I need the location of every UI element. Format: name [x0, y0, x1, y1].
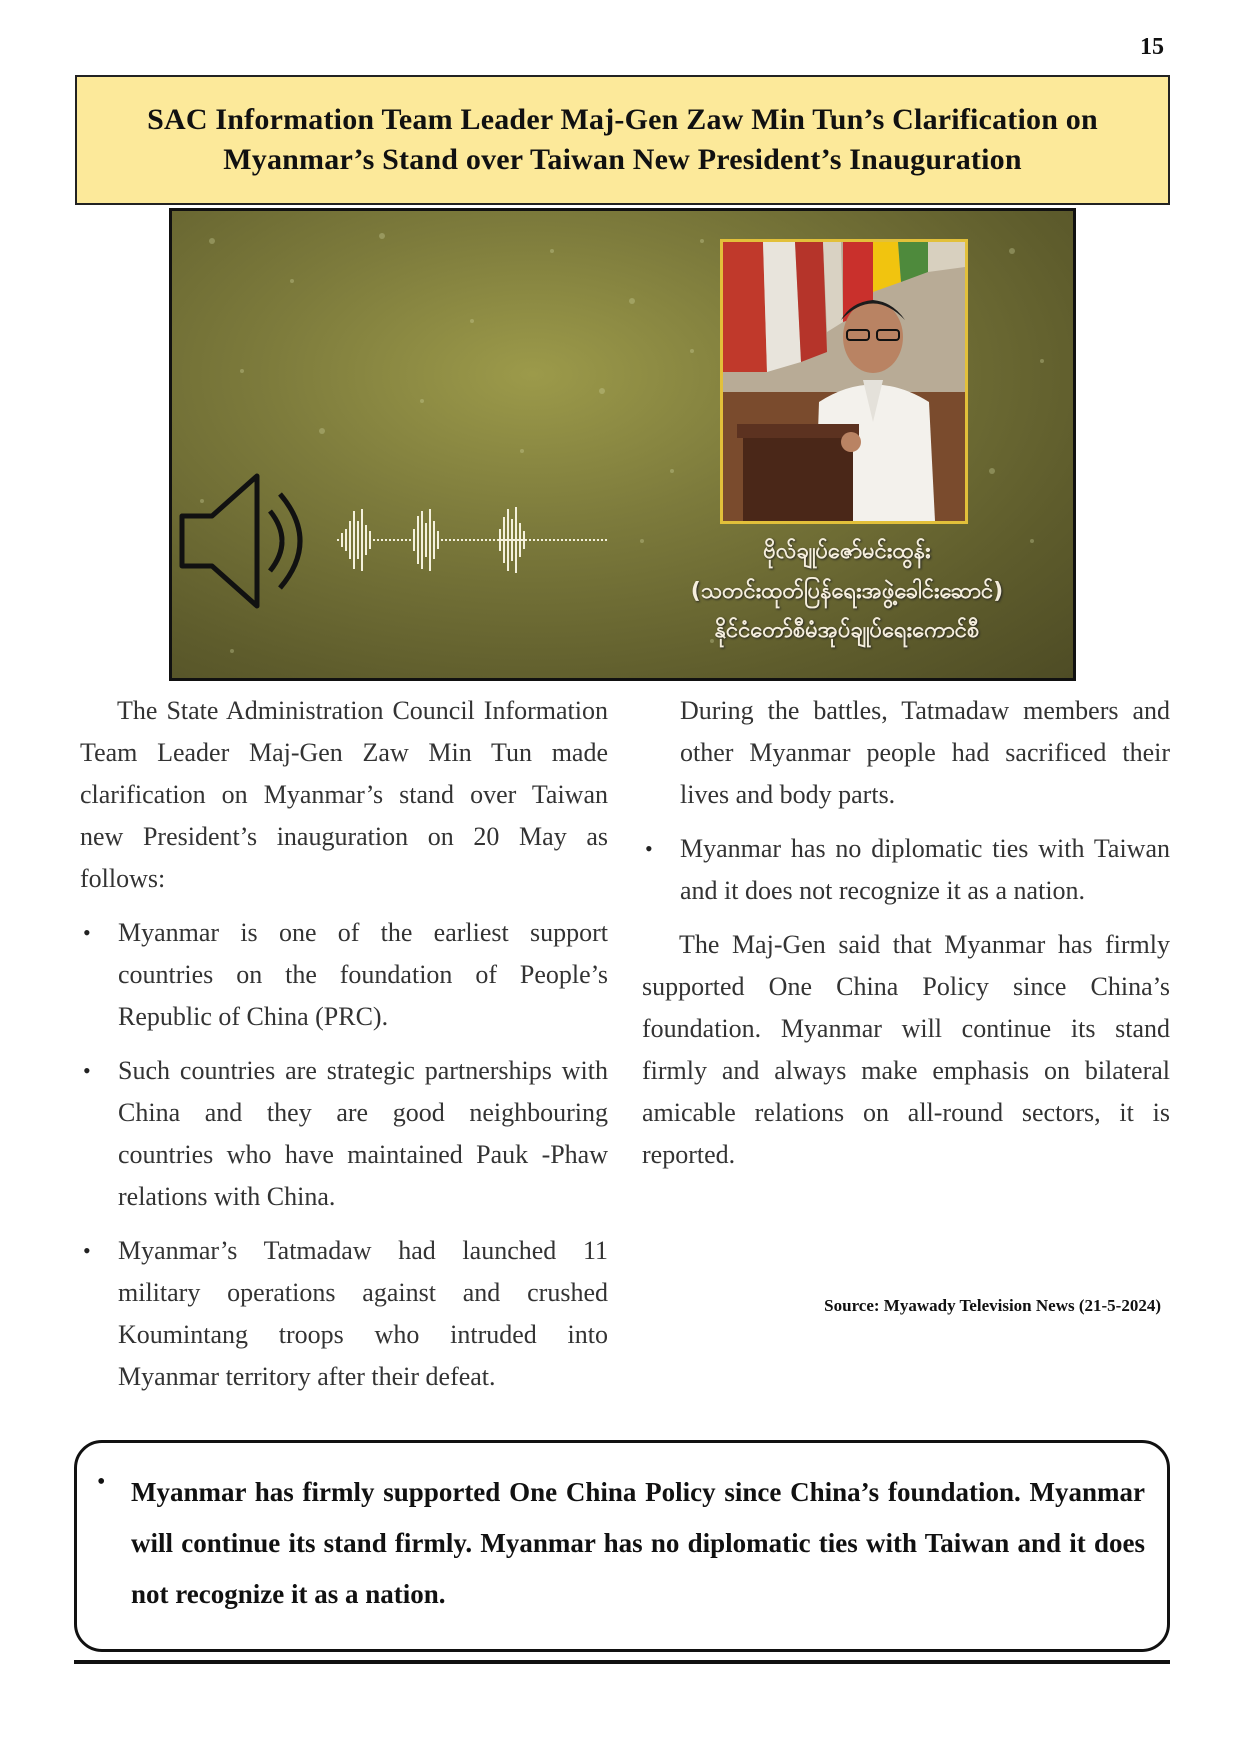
bullet-text-2: Such countries are strategic partnerships with China and they are good neighbouring countries who have maintained Pauk -Phaw relations with China.	[118, 1056, 608, 1211]
caption-line-1: ဗိုလ်ချုပ်ဇော်မင်းထွန်း	[763, 539, 931, 564]
bullet-item-4	[642, 828, 1170, 912]
article-column-left	[80, 690, 608, 1410]
bullet-symbol: •	[83, 1058, 91, 1083]
bullet-symbol: •	[83, 1238, 91, 1263]
audio-waveform-icon	[337, 507, 607, 573]
caption-line-3: နိုင်ငံတော်စီမံအုပ်ချုပ်ရေးကောင်စီ	[714, 618, 980, 643]
article-intro: The State Administration Council Information Team Leader Maj-Gen Zaw Min Tun made clarification on Myanmar’s stand over Taiwan new President’s inauguration on 20 May as follows:	[80, 696, 608, 893]
bullet-symbol: •	[645, 836, 653, 861]
title-line-1: SAC Information Team Leader Maj-Gen Zaw Min Tun’s Clarification on	[147, 103, 1098, 136]
speaker-portrait	[720, 239, 968, 524]
summary-bullet-symbol: •	[97, 1469, 106, 1495]
article-closing: The Maj-Gen said that Myanmar has firmly supported One China Policy since China’s foundation. Myanmar will continue its stand firmly and always make emphasis on bilateral amicable relations on all-round sectors, it is reported.	[642, 930, 1170, 1169]
speaker-icon	[182, 476, 300, 606]
bullet-text-4: Myanmar has no diplomatic ties with Taiwan and it does not recognize it as a nation.	[680, 834, 1170, 905]
audio-photo-graphic	[169, 208, 1076, 681]
bullet-text-3: Myanmar’s Tatmadaw had launched 11 military operations against and crushed Koumintang troops who intruded into Myanmar territory after their defeat.	[118, 1236, 608, 1391]
bullet-text-1: Myanmar is one of the earliest support countries on the foundation of People’s Republic of China (PRC).	[118, 918, 608, 1031]
caption-line-2: (သတင်းထုတ်ပြန်ရေးအဖွဲ့ခေါင်းဆောင်)	[690, 579, 1004, 604]
portrait-image	[723, 242, 965, 521]
bullet-symbol: •	[83, 920, 91, 945]
summary-box	[74, 1440, 1170, 1652]
summary-text: Myanmar has firmly supported One China Policy since China’s foundation. Myanmar will continue its stand firmly. Myanmar has no diplomatic ties with Taiwan and it does not recognize it as a nation.	[131, 1477, 1145, 1609]
title-line-2: Myanmar’s Stand over Taiwan New President’s Inauguration	[223, 143, 1022, 176]
source-credit: Source: Myawady Television News (21-5-2024)	[824, 1296, 1161, 1315]
bullet-item-2	[80, 1050, 608, 1218]
bullet-text-3-continued: During the battles, Tatmadaw members and other Myanmar people had sacrificed their lives and body parts.	[680, 696, 1170, 809]
bullet-item-3	[80, 1230, 608, 1398]
article-column-right	[642, 690, 1170, 1188]
title-box	[75, 75, 1170, 205]
bottom-rule	[74, 1660, 1170, 1664]
page-number: 15	[1140, 34, 1164, 60]
bullet-item-1	[80, 912, 608, 1038]
